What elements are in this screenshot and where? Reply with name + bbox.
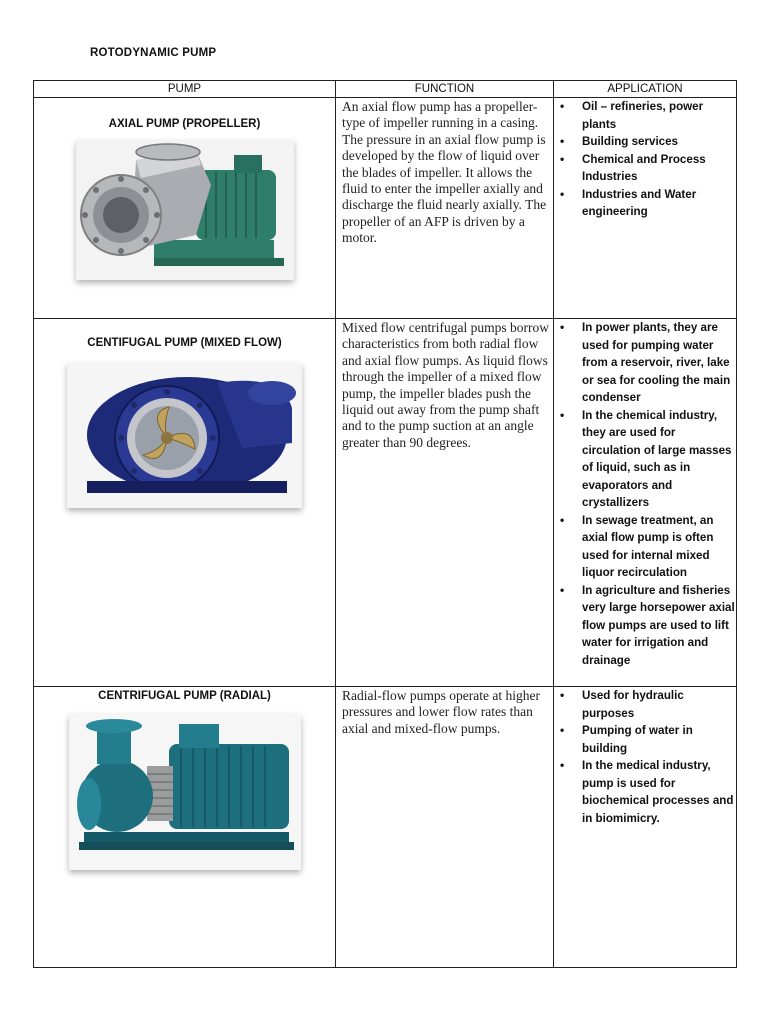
list-item: • In agriculture and fisheries very large horsepower axial flow pumps are used to lift water for irrigation and drainage bbox=[582, 582, 736, 670]
function-cell bbox=[336, 687, 554, 968]
list-item: • Oil – refineries, power plants bbox=[582, 98, 736, 133]
header-function: FUNCTION bbox=[336, 81, 554, 98]
pump-name: CENTRIFUGAL PUMP (RADIAL) bbox=[98, 690, 271, 702]
list-item: • Chemical and Process Industries bbox=[582, 151, 736, 186]
application-list bbox=[554, 319, 736, 669]
application-cell bbox=[554, 319, 737, 687]
mixed-flow-pump-photo-icon bbox=[67, 363, 302, 508]
function-text: Radial-flow pumps operate at higher pressures and lower flow rates than axial and mixed-flow pumps. bbox=[342, 688, 540, 736]
table-row bbox=[34, 687, 737, 968]
pump-cell bbox=[34, 687, 336, 968]
table-row bbox=[34, 319, 737, 687]
pump-cell bbox=[34, 319, 336, 687]
list-item: • Used for hydraulic purposes bbox=[582, 687, 736, 722]
table-header-row bbox=[34, 81, 737, 98]
application-cell bbox=[554, 687, 737, 968]
page-title: ROTODYNAMIC PUMP bbox=[90, 47, 217, 59]
pump-name: AXIAL PUMP (PROPELLER) bbox=[108, 118, 261, 130]
radial-pump-photo-icon bbox=[69, 714, 301, 870]
list-item: • In power plants, they are used for pumping water from a reservoir, river, lake or sea for cooling the main condenser bbox=[582, 319, 736, 407]
list-item: • Building services bbox=[582, 133, 736, 151]
pump-cell bbox=[34, 98, 336, 319]
function-text: An axial flow pump has a propeller-type of impeller running in a casing. The pressure in an axial flow pump is developed by the flow of liquid over the blades of impeller. It allows the fluid to enter the impeller axially and discharge the fluid nearly axially. The propeller of an AFP is driven by a motor. bbox=[342, 99, 547, 246]
radial-pump-image bbox=[69, 714, 301, 870]
header-application: APPLICATION bbox=[554, 81, 737, 98]
mixed-flow-pump-image bbox=[67, 363, 302, 508]
list-item: • Industries and Water engineering bbox=[582, 186, 736, 221]
function-cell bbox=[336, 319, 554, 687]
table-row bbox=[34, 98, 737, 319]
list-item: • In the chemical industry, they are used for circulation of large masses of liquid, such as in evaporators and crystallizers bbox=[582, 407, 736, 512]
axial-pump-image bbox=[76, 140, 294, 280]
list-item: • In the medical industry, pump is used for biochemical processes and in biomimicry. bbox=[582, 757, 736, 827]
function-cell bbox=[336, 98, 554, 319]
application-list bbox=[554, 687, 736, 827]
pump-table bbox=[33, 80, 737, 968]
list-item: • In sewage treatment, an axial flow pump is often used for internal mixed liquor recirculation bbox=[582, 512, 736, 582]
header-pump: PUMP bbox=[34, 81, 336, 98]
application-cell bbox=[554, 98, 737, 319]
axial-pump-photo-icon bbox=[76, 140, 294, 280]
list-item: • Pumping of water in building bbox=[582, 722, 736, 757]
function-text: Mixed flow centrifugal pumps borrow characteristics from both radial flow and axial flow pumps. As liquid flows through the impeller of a mixed flow pump, the impeller blades push the liquid out away from the pump shaft and to the pump suction at an angle greater than 90 degrees. bbox=[342, 320, 549, 450]
application-list bbox=[554, 98, 736, 221]
pump-name: CENTIFUGAL PUMP (MIXED FLOW) bbox=[87, 337, 282, 349]
